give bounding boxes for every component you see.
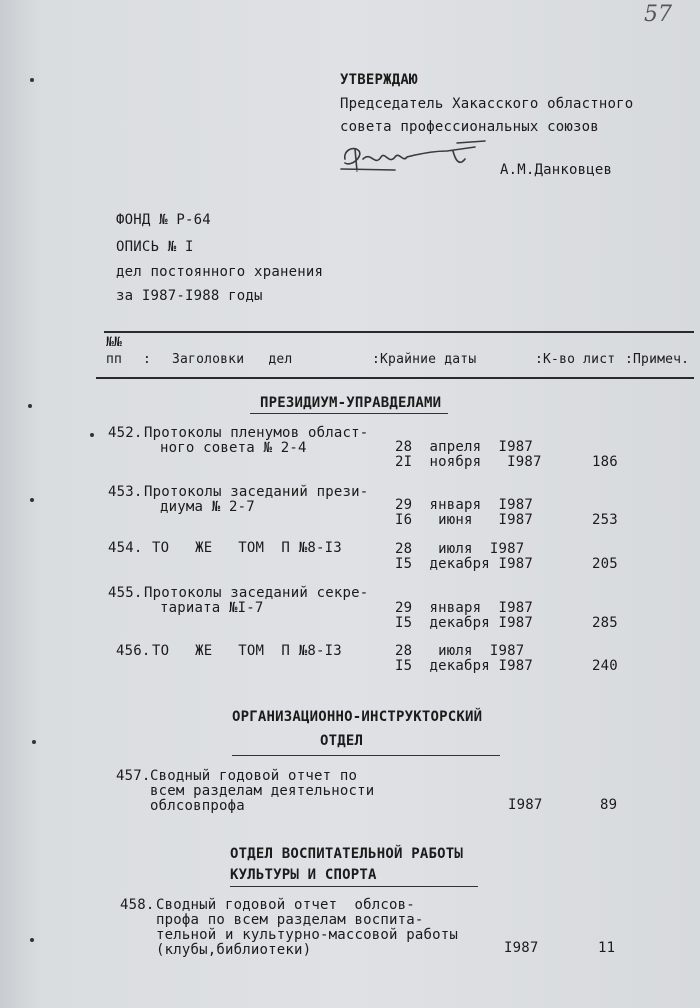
scan-speck [30,78,34,82]
row-title-line: Протоколы пленумов област- [144,425,369,441]
row-sheet-count: 240 [592,658,618,674]
column-no: пп [106,352,123,367]
approval-line-1: Председатель Хакасского областного [340,96,634,112]
section-title: КУЛЬТУРЫ И СПОРТА [230,867,377,883]
row-date-end: 2I ноября I987 [395,454,542,470]
row-date: I987 [508,797,543,813]
column-sheets: :К-во лист [535,352,616,367]
row-date-end: I5 декабря I987 [395,658,534,674]
section-underline [250,413,448,414]
inventory-desc-2: за I987-I988 годы [116,288,263,304]
row-title-line: облсовпрофа [150,798,245,814]
row-title-line: тариата №I-7 [160,600,264,616]
row-sheet-count: 89 [600,797,618,813]
section-title: ОТДЕЛ ВОСПИТАТЕЛЬНОЙ РАБОТЫ [230,846,463,862]
section-underline [230,886,478,887]
column-dates: :Крайние даты [372,352,477,367]
row-number: 453. [108,484,143,500]
sheet-number: 57 [644,2,672,27]
approval-title: УТВЕРЖДАЮ [340,72,418,88]
column-no-top: №№ [106,335,123,350]
approval-signer: А.М.Данковцев [500,162,613,178]
row-number: 454. [108,540,143,556]
row-date-end: I6 июня I987 [395,512,534,528]
row-title-line: Протоколы заседаний прези- [144,484,369,500]
row-title-line: Протоколы заседаний секре- [144,585,369,601]
row-date-start: 29 января I987 [395,600,534,616]
row-date-end: I5 декабря I987 [395,615,534,631]
inventory-number: ОПИСЬ № I [116,239,194,255]
row-date-start: 29 января I987 [395,497,534,513]
inventory-desc-1: дел постоянного хранения [116,264,324,280]
row-title-line: Сводный годовой отчет облсов- [156,897,415,913]
row-sheet-count: 186 [592,454,618,470]
fund-number: ФОНД № Р-64 [116,212,211,228]
row-title-line: Сводный годовой отчет по [150,768,358,784]
row-number: 458. [120,897,155,913]
row-title-line: ТО ЖЕ ТОМ П №8-I3 [152,643,342,659]
row-date-end: I5 декабря I987 [395,556,534,572]
row-sheet-count: 285 [592,615,618,631]
row-title-line: всем разделам деятельности [150,783,375,799]
scan-speck [30,938,34,942]
row-sheet-count: 205 [592,556,618,572]
scan-speck [30,498,34,502]
row-date-start: 28 июля I987 [395,541,525,557]
section-underline [232,755,500,756]
row-title-line: ного совета № 2-4 [160,440,307,456]
row-date-start: 28 июля I987 [395,643,525,659]
row-number: 455. [108,585,143,601]
scan-speck [90,433,94,437]
table-header-rule [96,377,694,379]
row-title-line: (клубы,библиотеки) [156,942,312,958]
table-top-rule [104,331,694,333]
row-date: I987 [504,940,539,956]
row-number: 452. [108,425,143,441]
row-title-line: тельной и культурно-массовой работы [156,927,459,943]
row-sheet-count: 11 [598,940,616,956]
row-title-line: диума № 2-7 [160,499,255,515]
row-date-start: 28 апреля I987 [395,439,534,455]
section-title: ОРГАНИЗАЦИОННО-ИНСТРУКТОРСКИЙ [232,709,483,725]
section-title: ПРЕЗИДИУМ-УПРАВДЕЛАМИ [260,395,442,411]
column-notes: :Примеч. [625,352,690,367]
row-number: 457. [116,768,151,784]
section-title: ОТДЕЛ [320,733,364,749]
signature-image [335,137,500,179]
row-sheet-count: 253 [592,512,618,528]
scan-speck [32,740,36,744]
column-title: Заголовки дел [172,352,293,367]
row-title-line: профа по всем разделам воспита- [156,912,424,928]
scan-speck [28,404,32,408]
row-number: 456. [116,643,151,659]
column-separator: : [143,352,152,367]
approval-line-2: совета профессиональных союзов [340,119,599,135]
row-title-line: ТО ЖЕ ТОМ П №8-I3 [152,540,342,556]
